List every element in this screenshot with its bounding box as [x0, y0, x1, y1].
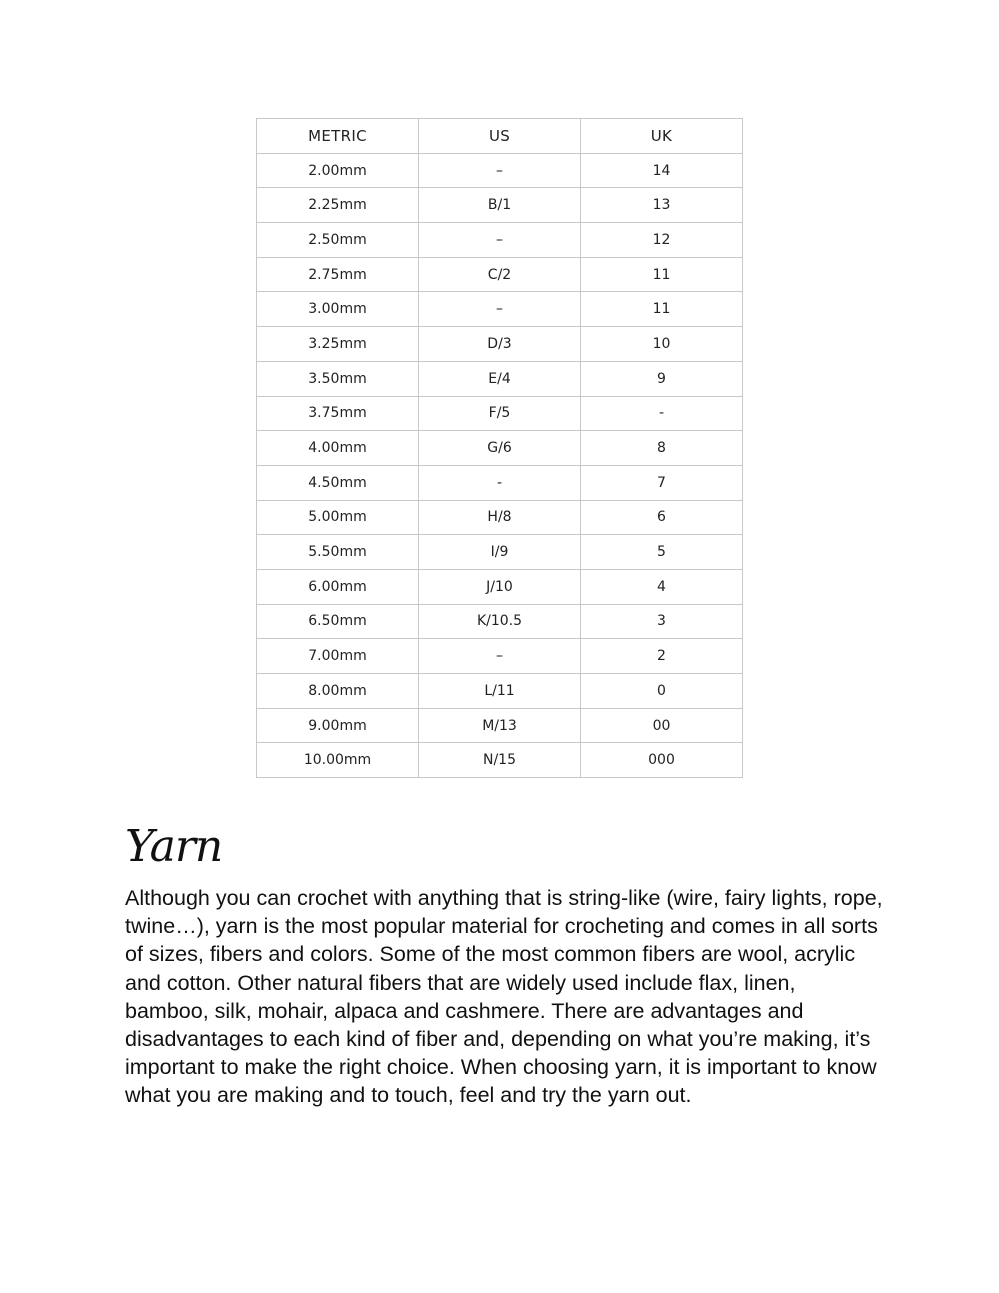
us-cell: B/1	[419, 188, 581, 223]
metric-cell: 6.00mm	[257, 569, 419, 604]
us-cell: –	[419, 153, 581, 188]
header-uk: UK	[581, 119, 743, 154]
uk-cell: 0	[581, 674, 743, 709]
us-cell: –	[419, 223, 581, 258]
hook-size-table	[256, 118, 743, 778]
uk-cell: 9	[581, 361, 743, 396]
uk-cell: 11	[581, 257, 743, 292]
metric-cell: 3.25mm	[257, 327, 419, 362]
us-cell: D/3	[419, 327, 581, 362]
table-body	[257, 153, 743, 777]
table-row	[257, 431, 743, 466]
us-cell: M/13	[419, 708, 581, 743]
uk-cell: 6	[581, 500, 743, 535]
table-row	[257, 292, 743, 327]
table-row	[257, 396, 743, 431]
uk-cell: 8	[581, 431, 743, 466]
table-row	[257, 604, 743, 639]
uk-cell: 00	[581, 708, 743, 743]
uk-cell: 12	[581, 223, 743, 258]
metric-cell: 4.00mm	[257, 431, 419, 466]
metric-cell: 3.75mm	[257, 396, 419, 431]
uk-cell: 11	[581, 292, 743, 327]
table-row	[257, 223, 743, 258]
us-cell: I/9	[419, 535, 581, 570]
table-row	[257, 569, 743, 604]
table-row	[257, 743, 743, 778]
metric-cell: 2.25mm	[257, 188, 419, 223]
table-row	[257, 257, 743, 292]
us-cell: F/5	[419, 396, 581, 431]
us-cell: -	[419, 465, 581, 500]
uk-cell: 5	[581, 535, 743, 570]
table-row	[257, 327, 743, 362]
table-row	[257, 535, 743, 570]
uk-cell: 14	[581, 153, 743, 188]
table-row	[257, 188, 743, 223]
header-metric: METRIC	[257, 119, 419, 154]
uk-cell: 4	[581, 569, 743, 604]
uk-cell: 13	[581, 188, 743, 223]
table-header	[257, 119, 743, 154]
us-cell: G/6	[419, 431, 581, 466]
us-cell: C/2	[419, 257, 581, 292]
table-row	[257, 500, 743, 535]
us-cell: L/11	[419, 674, 581, 709]
header-row	[257, 119, 743, 154]
us-cell: H/8	[419, 500, 581, 535]
metric-cell: 4.50mm	[257, 465, 419, 500]
uk-cell: -	[581, 396, 743, 431]
metric-cell: 5.00mm	[257, 500, 419, 535]
uk-cell: 3	[581, 604, 743, 639]
us-cell: K/10.5	[419, 604, 581, 639]
uk-cell: 10	[581, 327, 743, 362]
section-title: Yarn	[125, 821, 223, 872]
us-cell: E/4	[419, 361, 581, 396]
metric-cell: 2.50mm	[257, 223, 419, 258]
table-row	[257, 153, 743, 188]
us-cell: –	[419, 639, 581, 674]
metric-cell: 9.00mm	[257, 708, 419, 743]
body-paragraph: Although you can crochet with anything that is string-like (wire, fairy lights, rope, twine…), yarn is the most popular material for crocheting and comes in all sorts of sizes, fibers and colors. Some of the most common fibers are wool, acrylic and cotton. Other natural fibers that are widely used include flax, linen, bamboo, silk, mohair, alpaca and cashmere. There are advantages and disadvantages to each kind of fiber and, depending on what you’re making, it’s important to make the right choice. When choosing yarn, it is important to know what you are making and to touch, feel and try the yarn out.	[125, 886, 883, 1108]
metric-cell: 8.00mm	[257, 674, 419, 709]
metric-cell: 3.50mm	[257, 361, 419, 396]
metric-cell: 5.50mm	[257, 535, 419, 570]
table-row	[257, 361, 743, 396]
metric-cell: 2.00mm	[257, 153, 419, 188]
metric-cell: 2.75mm	[257, 257, 419, 292]
uk-cell: 7	[581, 465, 743, 500]
uk-cell: 2	[581, 639, 743, 674]
header-us: US	[419, 119, 581, 154]
table-row	[257, 639, 743, 674]
us-cell: –	[419, 292, 581, 327]
table-row	[257, 465, 743, 500]
metric-cell: 3.00mm	[257, 292, 419, 327]
metric-cell: 7.00mm	[257, 639, 419, 674]
metric-cell: 10.00mm	[257, 743, 419, 778]
metric-cell: 6.50mm	[257, 604, 419, 639]
us-cell: J/10	[419, 569, 581, 604]
uk-cell: 000	[581, 743, 743, 778]
table-row	[257, 708, 743, 743]
table-row	[257, 674, 743, 709]
us-cell: N/15	[419, 743, 581, 778]
